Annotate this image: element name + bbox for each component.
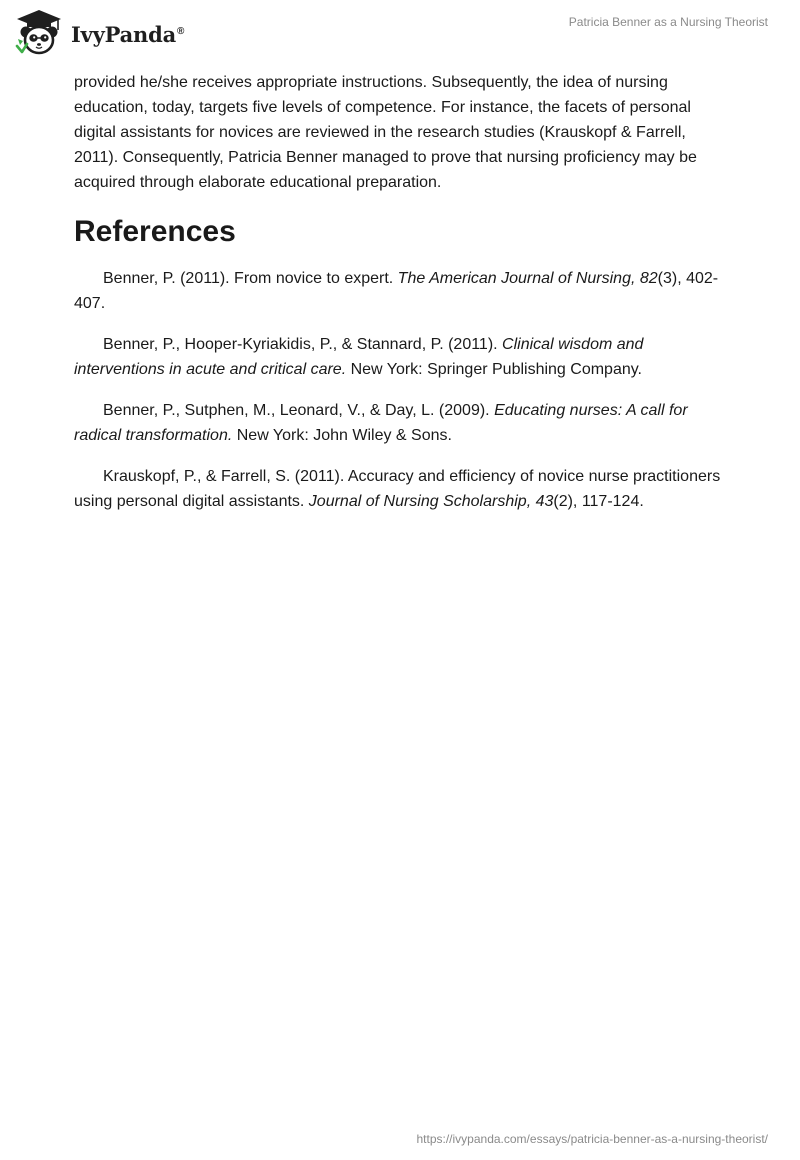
references-heading: References <box>74 215 236 248</box>
reference-authors: Krauskopf, P., & Farrell, S. (2011). Accuracy and efficiency of novice nurse practitioners using personal digital assistants. <box>74 468 721 510</box>
reference-item <box>74 398 734 448</box>
reference-details: New York: John Wiley & Sons. <box>232 427 452 444</box>
reference-details: (3), 402-407. <box>74 270 719 312</box>
body-paragraph: provided he/she receives appropriate instructions. Subsequently, the idea of nursing education, today, targets five levels of competence. For instance, the facets of personal digital assistants for novices are reviewed in the research studies (Krauskopf & Farrell, 2011). Consequently, Patricia Benner managed to prove that nursing proficiency may be acquired through elaborate educational preparation. <box>74 74 697 191</box>
reference-source: Journal of Nursing Scholarship, 43 <box>308 493 554 510</box>
brand-name: IvyPanda® <box>71 21 185 47</box>
panda-graduate-icon <box>14 8 64 56</box>
reference-item <box>74 464 734 514</box>
reference-source: Educating nurses: A call for radical transformation. <box>74 402 688 444</box>
reference-details: (2), 117-124. <box>553 493 644 510</box>
reference-authors: Benner, P., Sutphen, M., Leonard, V., & Day, L. (2009). <box>103 402 495 419</box>
brand-logo[interactable] <box>14 8 184 56</box>
running-title: Patricia Benner as a Nursing Theorist <box>568 15 768 29</box>
page-header <box>0 0 800 66</box>
reference-authors: Benner, P. (2011). From novice to expert. <box>103 270 398 287</box>
registered-mark: ® <box>177 25 185 37</box>
reference-details: New York: Springer Publishing Company. <box>346 361 642 378</box>
reference-source: The American Journal of Nursing, 82 <box>397 270 658 287</box>
reference-authors: Benner, P., Hooper-Kyriakidis, P., & Stannard, P. (2011). <box>103 336 503 353</box>
reference-source: Clinical wisdom and interventions in acute and critical care. <box>74 336 644 378</box>
document-content <box>74 70 734 530</box>
reference-item <box>74 332 734 382</box>
reference-item <box>74 266 734 316</box>
source-url-link[interactable]: https://ivypanda.com/essays/patricia-benner-as-a-nursing-theorist/ <box>416 1132 768 1146</box>
